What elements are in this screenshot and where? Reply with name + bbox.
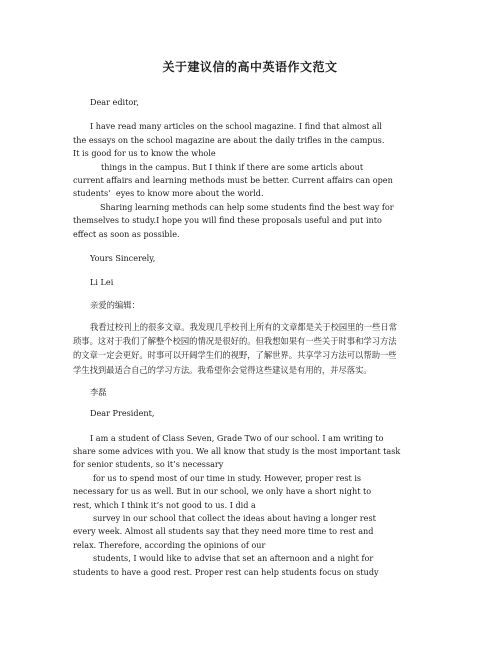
letter1-p3-line3: effect as soon as possible. [73,228,180,239]
letter2-salutation: Dear President, [90,408,155,419]
letter1-p2-line1: things in the campus. But I think if there are some articls about [101,161,364,172]
letter2-p2-line1: for us to spend most of our time in study. However, proper rest is [93,472,362,483]
letter2-p2-line2: necessary for us as well. But in our school, we only have a short night to [73,486,372,497]
letter1-salutation: Dear editor, [90,97,139,107]
letter1-p1-line2: the essays on the school magazine are about the daily trifles in the campus. [73,134,385,145]
letter2-p2-line3: rest, which I think it’s not good to us. I did a [73,499,256,510]
chinese-line4: 学生找到最适合自己的学习方法。我希望你会觉得这些建议是有用的，并尽落实。 [73,364,372,375]
chinese-line1: 我看过校刊上的很多文章。我发现几乎校刊上所有的文章都是关于校园里的一些日常 [90,322,397,333]
letter2-p1-line3: for senior students, so it’s necessary [73,459,224,470]
document-title: 关于建议信的高中英语作文范文 [162,60,338,74]
chinese-signature: 李磊 [90,386,107,397]
letter1-p1-line3: It is good for us to know the whole [73,148,216,159]
letter1-p2-line2: current affairs and learning methods must be better. Current affairs can open [73,175,393,186]
letter2-p4-line1: students, I would like to advise that set an afternoon and a night for [93,553,374,564]
letter2-p4-line2: students to have a good rest. Proper rest can help students focus on study [73,566,379,577]
chinese-salutation: 亲爱的编辑： [90,299,140,310]
chinese-line3: 的文章一定会更好。时事可以开阔学生们的视野，了解世界。共享学习方法可以帮助一些 [73,350,397,361]
letter1-p2-line3: students’ eyes to know more about the world. [73,188,264,199]
letter1-signature: Li Lei [90,277,114,288]
letter1-p3-line1: Sharing learning methods can help some students find the best way for [100,201,394,212]
chinese-line2: 琐事。这对于我们了解整个校园的情况是很好的。但我想如果有一些关于时事和学习方法 [73,336,397,347]
letter2-p1-line2: share some advices with you. We all know that study is the most important task [73,445,401,456]
letter2-p3-line3: relax. Therefore, according the opinions of our [73,539,266,550]
letter2-p3-line1: survey in our school that collect the ideas about having a longer rest [93,512,376,523]
letter1-p1-line1: I have read many articles on the school magazine. I find that almost all [90,121,383,132]
letter2-p1-line1: I am a student of Class Seven, Grade Two of our school. I am writing to [90,432,384,443]
letter1-closing: Yours Sincerely, [90,253,156,264]
letter1-p3-line2: themselves to study.I hope you will find these proposals useful and put into [73,215,382,226]
letter2-p3-line2: every week. Almost all students say that they need more time to rest and [73,526,374,537]
document-body [73,96,433,579]
